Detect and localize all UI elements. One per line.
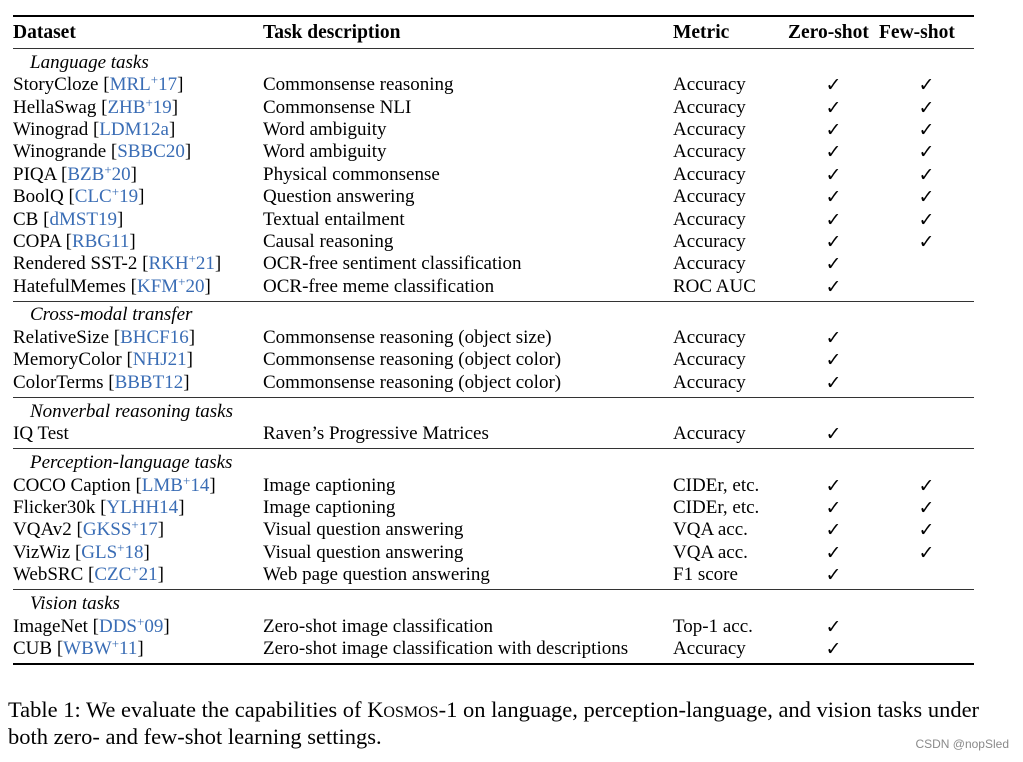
metric-cell: Accuracy — [673, 371, 746, 393]
citation-key[interactable]: BBBT12 — [114, 371, 184, 393]
citation-link[interactable] — [110, 74, 178, 95]
metric-cell: Accuracy — [673, 349, 746, 371]
dataset-cell: VizWiz [GLS+18] — [13, 539, 150, 563]
task-cell: Raven’s Progressive Matrices — [263, 423, 489, 445]
zero-shot-check-icon: ✓ — [825, 118, 842, 141]
table-caption — [8, 696, 998, 750]
citation-sup: + — [137, 613, 145, 629]
dataset-cell: Rendered SST-2 [RKH+21] — [13, 251, 222, 275]
model-suffix: -1 — [438, 697, 458, 722]
metric-cell: Accuracy — [673, 96, 746, 118]
citation-year[interactable]: 17 — [138, 519, 158, 541]
metric-cell: Accuracy — [673, 253, 746, 275]
caption-prefix: Table 1: We evaluate the capabilities of — [8, 697, 368, 722]
task-cell: Physical commonsense — [263, 163, 440, 185]
zero-shot-check-icon: ✓ — [825, 615, 842, 638]
metric-cell: Accuracy — [673, 74, 746, 96]
task-cell: Visual question answering — [263, 519, 464, 541]
citation-key[interactable]: BZB — [67, 163, 105, 185]
citation-link[interactable] — [136, 273, 205, 297]
few-shot-check-icon: ✓ — [918, 118, 935, 141]
table-row — [13, 327, 974, 349]
dataset-cell: HatefulMemes [KFM+20] — [13, 273, 211, 297]
few-shot-check-icon: ✓ — [918, 474, 935, 497]
citation-key[interactable]: RKH — [148, 253, 189, 275]
citation-key[interactable]: DDS — [98, 615, 137, 637]
metric-cell: Accuracy — [673, 327, 746, 349]
section-group — [13, 449, 974, 589]
header-zero-shot: Zero-shot — [788, 21, 869, 43]
dataset-cell: ImageNet [DDS+09] — [13, 613, 170, 637]
few-shot-check-icon: ✓ — [918, 230, 935, 253]
zero-shot-check-icon: ✓ — [825, 564, 842, 587]
section-title: Nonverbal reasoning tasks — [30, 400, 234, 422]
section-group — [13, 398, 974, 448]
section-group — [13, 590, 974, 663]
table-row — [13, 497, 974, 519]
citation-sup: + — [188, 251, 196, 267]
zero-shot-check-icon: ✓ — [825, 349, 842, 372]
table-row — [13, 273, 974, 298]
zero-shot-check-icon: ✓ — [825, 423, 842, 446]
few-shot-check-icon: ✓ — [918, 186, 935, 209]
zero-shot-check-icon: ✓ — [825, 96, 842, 119]
task-cell: OCR-free sentiment classification — [263, 253, 522, 275]
dataset-cell: StoryCloze [MRL+17] — [13, 72, 184, 96]
task-cell: Zero-shot image classification — [263, 615, 494, 637]
task-cell: Web page question answering — [263, 564, 490, 586]
dataset-name: VQAv2 — [13, 519, 72, 541]
table-row — [13, 74, 974, 96]
table-row — [13, 141, 974, 163]
few-shot-check-icon: ✓ — [918, 497, 935, 520]
table-row — [13, 161, 974, 186]
citation-sup: + — [178, 273, 186, 289]
task-cell: Commonsense reasoning (object size) — [263, 327, 552, 349]
bottom-rule — [13, 663, 974, 665]
citation-key[interactable]: ZHB — [107, 96, 146, 118]
task-cell: Commonsense reasoning — [263, 74, 454, 96]
citation-year[interactable]: 18 — [124, 541, 144, 563]
table-row — [13, 519, 974, 541]
task-cell: Image captioning — [263, 497, 396, 519]
dataset-cell: PIQA [BZB+20] — [13, 161, 137, 185]
zero-shot-check-icon: ✓ — [825, 74, 842, 97]
dataset-name: COPA — [13, 230, 61, 252]
dataset-name: MemoryColor — [13, 349, 122, 371]
citation-link[interactable] — [99, 119, 169, 140]
dataset-name: Winograd — [13, 118, 89, 140]
citation-link[interactable] — [49, 209, 117, 230]
section-group — [13, 302, 974, 397]
dataset-name: StoryCloze — [13, 74, 99, 96]
citation-link[interactable] — [98, 613, 164, 637]
zero-shot-check-icon: ✓ — [825, 141, 842, 164]
zero-shot-check-icon: ✓ — [825, 371, 842, 394]
section-title: Language tasks — [30, 51, 149, 73]
zero-shot-check-icon: ✓ — [825, 519, 842, 542]
citation-link[interactable] — [106, 497, 178, 518]
citation-year[interactable]: 20 — [185, 275, 205, 297]
caption-rest: on language, perception-language, and vision tasks under both zero- and few-shot learning settings. — [8, 697, 980, 749]
dataset-cell: ColorTerms [BBBT12] — [13, 371, 190, 393]
section-group — [13, 49, 974, 301]
dataset-name: COCO Caption — [13, 474, 131, 496]
zero-shot-check-icon: ✓ — [825, 327, 842, 350]
metric-cell: Accuracy — [673, 118, 746, 140]
dataset-cell — [13, 423, 263, 445]
metric-cell: Top-1 acc. — [673, 615, 753, 637]
table-row — [13, 119, 974, 141]
dataset-cell: RelativeSize [BHCF16] — [13, 327, 196, 349]
zero-shot-check-icon: ✓ — [825, 230, 842, 253]
table-row — [13, 372, 974, 394]
citation-link[interactable] — [81, 539, 144, 563]
header-task: Task description — [263, 21, 401, 43]
dataset-cell: COPA [RBG11] — [13, 230, 136, 252]
citation-year[interactable]: 19 — [119, 186, 139, 208]
model-name: Kosmos — [367, 697, 439, 722]
dataset-name: ImageNet — [13, 615, 88, 637]
citation-key[interactable]: YLHH14 — [106, 497, 179, 519]
dataset-name: PIQA — [13, 163, 57, 185]
zero-shot-check-icon: ✓ — [825, 186, 842, 209]
table-row — [13, 186, 974, 208]
citation-sup: + — [131, 562, 139, 578]
citation-sup: + — [182, 472, 191, 488]
citation-sup: + — [104, 161, 112, 177]
dataset-cell: BoolQ [CLC+19] — [13, 184, 145, 208]
citation-link[interactable] — [120, 327, 189, 348]
zero-shot-check-icon: ✓ — [825, 275, 842, 298]
zero-shot-check-icon: ✓ — [825, 208, 842, 231]
table-row — [13, 474, 974, 496]
citation-sup: + — [111, 184, 120, 200]
citation-key[interactable]: KFM — [136, 275, 179, 297]
dataset-name: Flicker30k — [13, 497, 96, 519]
citation-link[interactable] — [141, 472, 210, 496]
citation-link[interactable] — [94, 564, 157, 585]
capabilities-table — [13, 15, 974, 665]
citation-link[interactable] — [133, 349, 187, 370]
metric-cell: VQA acc. — [673, 541, 748, 563]
section-title: Vision tasks — [30, 592, 120, 614]
task-cell: Textual entailment — [263, 208, 405, 230]
metric-cell: Accuracy — [673, 186, 746, 208]
dataset-name: HellaSwag — [13, 96, 97, 118]
metric-cell: Accuracy — [673, 638, 746, 659]
metric-cell: ROC AUC — [673, 275, 756, 297]
citation-key[interactable]: LMB — [141, 474, 183, 496]
citation-sup: + — [111, 636, 120, 651]
citation-year[interactable]: 14 — [190, 474, 210, 496]
task-cell: Commonsense reasoning (object color) — [263, 349, 562, 371]
header-few-shot: Few-shot — [879, 21, 955, 43]
metric-cell: CIDEr, etc. — [673, 497, 760, 519]
task-cell: Question answering — [263, 186, 415, 208]
table-row — [13, 208, 974, 230]
citation-key[interactable]: MRL — [109, 74, 151, 96]
few-shot-check-icon: ✓ — [918, 208, 935, 231]
metric-cell: CIDEr, etc. — [673, 474, 760, 496]
citation-key[interactable]: BHCF16 — [120, 327, 189, 349]
dataset-cell: Winograd [LDM12a] — [13, 118, 176, 140]
table-row — [13, 349, 974, 371]
few-shot-check-icon: ✓ — [918, 519, 935, 542]
table-row — [13, 423, 974, 445]
citation-key[interactable]: GLS — [81, 541, 118, 563]
citation-year[interactable]: 21 — [195, 253, 215, 275]
zero-shot-check-icon: ✓ — [825, 474, 842, 497]
table-row — [13, 564, 974, 586]
dataset-cell: Winogrande [SBBC20] — [13, 141, 192, 163]
metric-cell: Accuracy — [673, 141, 746, 163]
dataset-name: RelativeSize — [13, 327, 110, 349]
table-row — [13, 638, 974, 660]
metric-cell: VQA acc. — [673, 519, 748, 541]
citation-year[interactable]: 11 — [119, 638, 138, 659]
task-cell: Zero-shot image classification with descriptions — [263, 638, 629, 659]
few-shot-check-icon: ✓ — [918, 96, 935, 119]
table-body — [13, 49, 974, 663]
dataset-name: BoolQ — [13, 186, 64, 208]
citation-year[interactable]: 17 — [158, 74, 178, 96]
task-cell: Word ambiguity — [263, 118, 387, 140]
zero-shot-check-icon: ✓ — [825, 638, 842, 660]
citation-year[interactable]: 09 — [144, 615, 164, 637]
citation-link[interactable] — [148, 253, 214, 274]
task-cell: Commonsense NLI — [263, 96, 412, 118]
citation-key[interactable]: GKSS — [82, 519, 132, 541]
dataset-cell: VQAv2 [GKSS+17] — [13, 517, 165, 541]
task-cell: Causal reasoning — [263, 230, 394, 252]
dataset-cell: Flicker30k [YLHH14] — [13, 497, 185, 519]
zero-shot-check-icon: ✓ — [825, 541, 842, 564]
dataset-cell: COCO Caption [LMB+14] — [13, 472, 216, 496]
citation-link[interactable] — [107, 94, 172, 118]
watermark: CSDN @nopSled — [915, 737, 1009, 751]
dataset-name: IQ Test — [13, 423, 69, 445]
dataset-name: HatefulMemes — [13, 275, 126, 297]
header-dataset: Dataset — [13, 21, 76, 43]
metric-cell: Accuracy — [673, 230, 746, 252]
table-header-row — [13, 17, 974, 48]
section-title: Perception-language tasks — [30, 451, 233, 473]
citation-year[interactable]: 19 — [152, 96, 172, 118]
dataset-cell: WebSRC [CZC+21] — [13, 562, 164, 586]
citation-key[interactable]: NHJ21 — [132, 349, 187, 371]
dataset-cell: CUB [WBW+11] — [13, 636, 144, 659]
citation-key[interactable]: CLC — [74, 186, 112, 208]
citation-sup: + — [145, 94, 153, 110]
citation-link[interactable] — [72, 231, 129, 252]
dataset-name: WebSRC — [13, 564, 84, 586]
citation-year[interactable]: 20 — [111, 163, 131, 185]
zero-shot-check-icon: ✓ — [825, 497, 842, 520]
metric-cell: Accuracy — [673, 423, 746, 445]
citation-key[interactable]: CZC — [94, 564, 132, 586]
zero-shot-check-icon: ✓ — [825, 253, 842, 276]
dataset-name: CB — [13, 208, 39, 230]
few-shot-check-icon: ✓ — [918, 141, 935, 164]
metric-cell: F1 score — [673, 564, 738, 586]
citation-link[interactable] — [117, 141, 185, 162]
citation-link[interactable] — [83, 519, 158, 540]
table-row — [13, 231, 974, 253]
header-metric: Metric — [673, 21, 730, 43]
dataset-name: CUB — [13, 638, 53, 659]
task-cell: Image captioning — [263, 474, 396, 496]
table-row — [13, 539, 974, 564]
citation-key[interactable]: LDM12a — [99, 118, 169, 140]
citation-link[interactable] — [115, 372, 184, 393]
dataset-cell: CB [dMST19] — [13, 208, 124, 230]
citation-key[interactable]: SBBC20 — [117, 141, 185, 163]
table-row — [13, 615, 974, 637]
citation-key[interactable]: WBW — [63, 638, 112, 659]
dataset-name: Winogrande — [13, 141, 107, 163]
citation-sup: + — [117, 539, 125, 555]
dataset-name: ColorTerms — [13, 371, 104, 393]
metric-cell: Accuracy — [673, 208, 746, 230]
citation-sup: + — [131, 517, 139, 533]
dataset-name: Rendered SST-2 — [13, 253, 138, 275]
few-shot-check-icon: ✓ — [918, 74, 935, 97]
citation-sup: + — [150, 72, 159, 88]
task-cell: Word ambiguity — [263, 141, 387, 163]
table-row — [13, 96, 974, 118]
task-cell: Visual question answering — [263, 541, 464, 563]
task-cell: OCR-free meme classification — [263, 275, 495, 297]
citation-link[interactable] — [75, 186, 138, 207]
dataset-cell: HellaSwag [ZHB+19] — [13, 94, 179, 118]
zero-shot-check-icon: ✓ — [825, 163, 842, 186]
table-row — [13, 253, 974, 275]
dataset-name: VizWiz — [13, 541, 71, 563]
citation-key[interactable]: RBG11 — [71, 230, 130, 252]
metric-cell: Accuracy — [673, 163, 746, 185]
section-title: Cross-modal transfer — [30, 304, 193, 326]
citation-year[interactable]: 21 — [138, 564, 158, 586]
few-shot-check-icon: ✓ — [918, 541, 935, 564]
citation-key[interactable]: dMST19 — [49, 208, 118, 230]
few-shot-check-icon: ✓ — [918, 163, 935, 186]
citation-link[interactable] — [63, 638, 137, 659]
task-cell: Commonsense reasoning (object color) — [263, 371, 562, 393]
dataset-cell: MemoryColor [NHJ21] — [13, 349, 193, 371]
